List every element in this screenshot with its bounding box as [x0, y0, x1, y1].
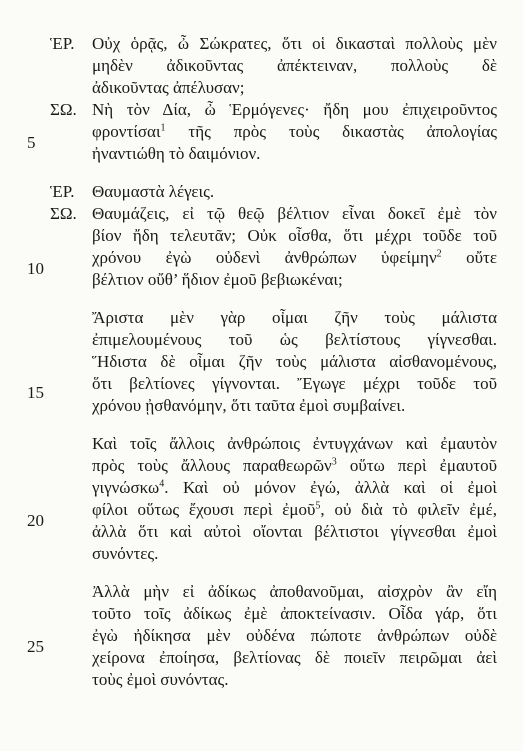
text-line: ἠναντιώθη τὸ δαιμόνιον.	[92, 144, 261, 163]
text-line	[92, 247, 497, 269]
text-line: ὅτι βελτίονες γίγνονται. Ἔγωγε μέχρι τοῦδε τοῦ	[92, 374, 497, 393]
text-fragment: πρὸς τοὺς ἄλλους παραθεωρῶν	[92, 456, 332, 475]
footnote-mark: 3	[331, 456, 337, 468]
text-fragment: γιγνώσκω	[92, 478, 160, 497]
text-line: Νὴ τὸν Δία, ὦ Ἑρμόγενες· ἤδη μου ἐπιχειροῦντος	[92, 100, 497, 119]
text-line: μηδὲν ἀδικοῦντας ἀπέκτειναν, πολλοὺς δὲ	[92, 56, 497, 75]
text-fragment: οὕτω περὶ ἐμαυτοῦ	[349, 456, 498, 475]
text-line: χείρονα ἐποίησα, βελτίονας δὲ ποιεῖν πειρῶμαι ἀεὶ	[92, 648, 497, 667]
text-fragment: τῆς πρὸς τοὺς δικαστὰς ἀπολογίας	[188, 122, 498, 141]
text-line: βίον ἤδη τελευτᾶν; Οὐκ οἶσθα, ὅτι μέχρι τοῦδε τοῦ	[92, 226, 497, 245]
text-fragment: οὔτε	[466, 248, 497, 267]
text-line	[92, 477, 497, 499]
footnote-mark: 1	[160, 122, 166, 134]
line-number: 10	[27, 259, 44, 278]
text-line: Θαυμαστὰ λέγεις.	[92, 182, 215, 201]
text-line: ἀδικοῦντας ἀπέλυσαν;	[92, 78, 245, 97]
speaker-label: ἙΡ.	[50, 34, 75, 53]
text-fragment: φίλοι οὕτως ἔχουσι περὶ ἐμοῦ	[92, 500, 316, 519]
footnote-mark: 5	[315, 500, 321, 512]
text-line: τοῦτο τοῖς ἀδίκως ἐμὲ ἀποκτείνασιν. Οἶδα γάρ, ὅτι	[92, 604, 497, 623]
footnote-mark: 4	[159, 478, 165, 490]
text-line: ἐπιμελουμένους τοῦ ὡς βελτίστους γίγνεσθαι.	[92, 330, 497, 349]
speaker-label: ΣΩ.	[50, 100, 77, 119]
text-line: τοὺς ἐμοὶ συνόντας.	[92, 670, 229, 689]
speaker-label: ἙΡ.	[50, 182, 75, 201]
text-fragment: . Καὶ οὐ μόνον ἐγώ, ἀλλὰ καὶ οἱ ἐμοὶ	[164, 478, 497, 497]
text-line: ἐγὼ ἠδίκησα μὲν οὐδένα πώποτε ἀνθρώπων οὐδὲ	[92, 626, 497, 645]
text-line: συνόντες.	[92, 544, 159, 563]
text-line: Ἀλλὰ μὴν εἰ ἀδίκως ἀποθανοῦμαι, αἰσχρὸν ἂν εἴη	[92, 582, 497, 601]
text-fragment: χρόνου ἐγὼ οὐδενὶ ἀνθρώπων ὑφείμην	[92, 248, 437, 267]
text-line: χρόνου ᾐσθανόμην, ὅτι ταῦτα ἐμοὶ συμβαίνει.	[92, 396, 406, 415]
text-line: βέλτιον οὔθ’ ἥδιον ἐμοῦ βεβιωκέναι;	[92, 270, 343, 289]
text-line: Θαυμάζεις, εἰ τῷ θεῷ βέλτιον εἶναι δοκεῖ ἐμὲ τὸν	[92, 204, 497, 223]
text-line: Ἄριστα μὲν γὰρ οἶμαι ζῆν τοὺς μάλιστα	[92, 308, 497, 327]
text-line	[92, 499, 497, 521]
line-number: 5	[27, 133, 36, 152]
line-number: 15	[27, 383, 44, 402]
text-line: ἀλλὰ ὅτι καὶ αὐτοὶ οἴονται βέλτιστοι γίγνεσθαι ἐμοὶ	[92, 522, 497, 541]
line-number: 20	[27, 511, 44, 530]
text-line: Καὶ τοῖς ἄλλοις ἀνθρώποις ἐντυγχάνων καὶ ἐμαυτὸν	[92, 434, 497, 453]
text-fragment: φροντίσαι	[92, 122, 161, 141]
text-line: Ἥδιστα δὲ οἶμαι ζῆν τοὺς μάλιστα αἰσθανομένους,	[92, 352, 497, 371]
text-line	[92, 121, 497, 143]
line-number: 25	[27, 637, 44, 656]
text-line: Οὐχ ὁρᾷς, ὦ Σώκρατες, ὅτι οἱ δικασταὶ πολλοὺς μὲν	[92, 34, 497, 53]
text-fragment: , οὐ διὰ τὸ φιλεῖν ἐμέ,	[320, 500, 497, 519]
speaker-label: ΣΩ.	[50, 204, 77, 223]
footnote-mark: 2	[436, 248, 442, 260]
text-line	[92, 455, 497, 477]
